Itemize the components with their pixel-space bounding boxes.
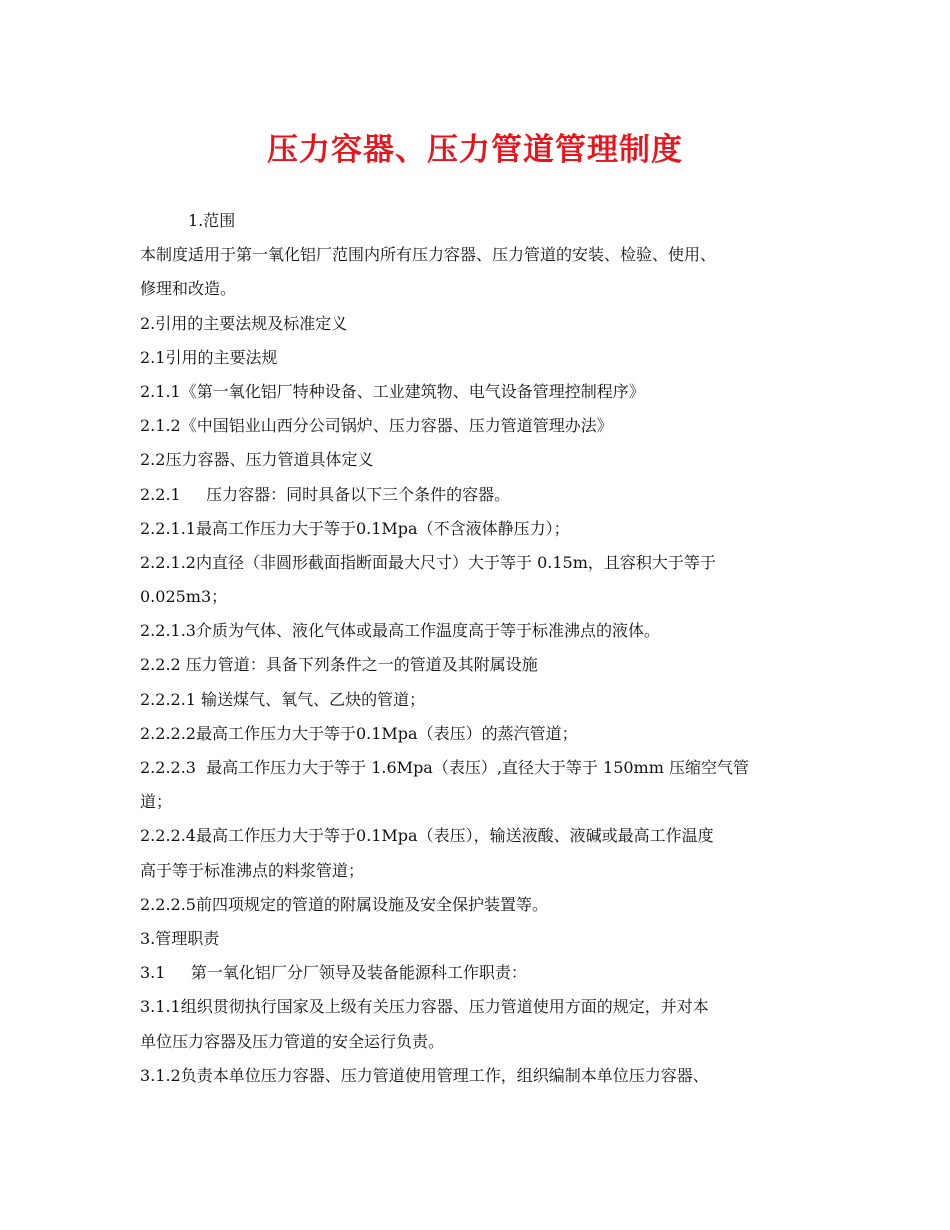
- body-line: 2.1.2《中国铝业山西分公司锅炉、压力容器、压力管道管理办法》: [140, 416, 613, 436]
- body-line: 2.2.2.2最高工作压力大于等于0.1Mpa（表压）的蒸汽管道；: [140, 723, 578, 743]
- body-line: 单位压力容器及压力管道的安全运行负责。: [140, 1031, 445, 1051]
- body-line: 1.范围: [188, 211, 236, 230]
- body-line: 2.2.1 压力容器：同时具备以下三个条件的容器。: [140, 484, 511, 504]
- body-line: 道；: [140, 792, 173, 812]
- body-line: 2.2压力容器、压力管道具体定义: [140, 450, 374, 470]
- body-line: 2.2.2 压力管道：具备下列条件之一的管道及其附属设施: [140, 655, 538, 675]
- body-line: 3.1.2负责本单位压力容器、压力管道使用管理工作，组织编制本单位压力容器、: [140, 1065, 709, 1085]
- body-line: 2.2.2.4最高工作压力大于等于0.1Mpa（表压），输送液酸、液碱或最高工作温度: [140, 826, 714, 846]
- body-line: 2.2.2.3 最高工作压力大于等于 1.6Mpa（表压）,直径大于等于 150mm 压缩空气管: [140, 758, 749, 777]
- body-line: 0.025m3；: [140, 587, 228, 607]
- body-line: 高于等于标准沸点的料浆管道；: [140, 860, 365, 880]
- body-line: 2.1.1《第一氧化铝厂特种设备、工业建筑物、电气设备管理控制程序》: [140, 381, 645, 401]
- body-line: 本制度适用于第一氧化铝厂范围内所有压力容器、压力管道的安装、检验、使用、: [140, 245, 717, 265]
- document-body: [140, 204, 812, 1093]
- body-line: 2.引用的主要法规及标准定义: [140, 313, 348, 333]
- body-line: 2.2.2.1 输送煤气、氧气、乙炔的管道；: [140, 689, 426, 709]
- body-line: 2.2.2.5前四项规定的管道的附属设施及安全保护装置等。: [140, 894, 548, 914]
- body-line: 修理和改造。: [140, 279, 237, 299]
- body-line: 2.2.1.1最高工作压力大于等于0.1Mpa（不含液体静压力）；: [140, 518, 570, 538]
- body-line: 2.2.1.2内直径（非圆形截面指断面最大尺寸）大于等于 0.15m，且容积大于等于: [140, 552, 716, 572]
- body-line: 2.1引用的主要法规: [140, 347, 278, 367]
- body-line: 2.2.1.3介质为气体、液化气体或最高工作温度高于等于标准沸点的液体。: [140, 621, 660, 641]
- body-line: 3.1.1组织贯彻执行国家及上级有关压力容器、压力管道使用方面的规定，并对本: [140, 997, 709, 1017]
- body-line: 3.1 第一氧化铝厂分厂领导及装备能源科工作职责：: [140, 963, 527, 983]
- document-title: 压力容器、压力管道管理制度: [267, 132, 683, 168]
- body-line: 3.管理职责: [140, 928, 220, 948]
